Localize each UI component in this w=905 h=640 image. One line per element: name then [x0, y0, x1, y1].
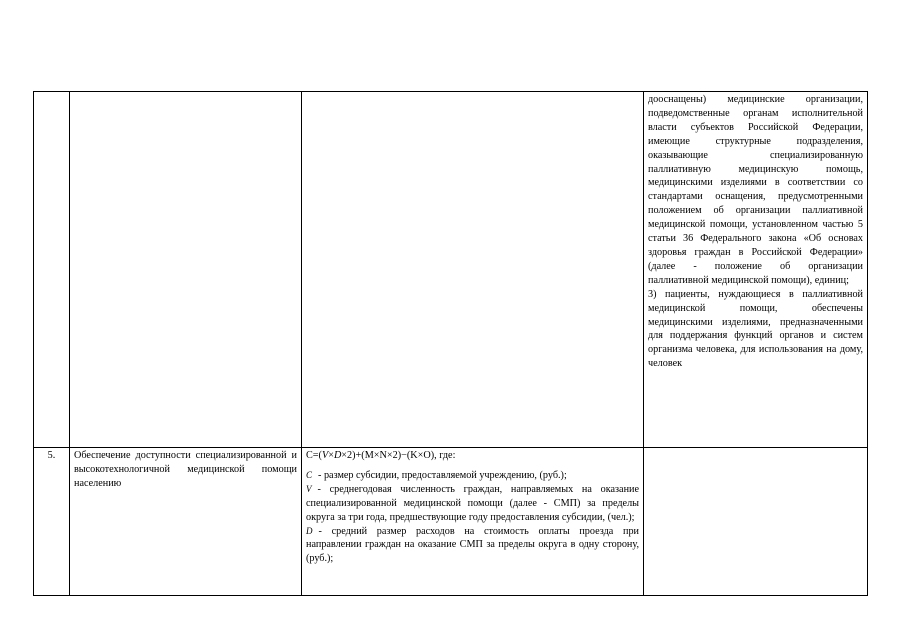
definition-symbol: C [306, 469, 313, 480]
table-row [34, 92, 868, 448]
definition-symbol: D [306, 525, 313, 536]
indicator-paragraph: дооснащены) медицинские организации, подведомственные органам исполнительной власти субъектов Российской Федерации, имеющие структурные подразделения, оказывающие специализированную паллиативную медицинскую помощь, медицинскими изделиями в соответствии со стандартами оснащения, предусмотренными положением об организации паллиативной медицинской помощи, установленном частью 5 статьи 36 Федерального закона «Об основах здоровья граждан в Российской Федерации» (далее - положение об организации паллиативной медицинской помощи), единиц; [648, 94, 863, 286]
row-indicator-cell [644, 92, 868, 448]
formula-paren: ) [352, 450, 356, 461]
formula-operator: × [341, 450, 348, 461]
row-method-cell [302, 448, 644, 596]
row-name-cell [70, 92, 302, 448]
formula-term: (M×N×2) [361, 450, 402, 461]
formula-symbol: D [333, 450, 342, 461]
definition-item [306, 469, 639, 483]
definition-item [306, 483, 639, 525]
formula-operator: − [401, 450, 407, 461]
formula-suffix: , где: [434, 450, 456, 461]
row-indicator-cell [644, 448, 868, 596]
document-table [33, 91, 868, 596]
row-name-cell: Обеспечение доступности специализированной и высокотехнологичной медицинской помощи населению [70, 448, 302, 596]
formula-number: 2 [347, 450, 353, 461]
formula-operator: × [328, 450, 334, 461]
subsidy-formula [306, 449, 639, 463]
formula-term: (K×O) [406, 450, 435, 461]
row-number-cell [34, 92, 70, 448]
definition-item [306, 525, 639, 567]
row-number-cell: 5. [34, 448, 70, 596]
formula-symbol: V [321, 450, 329, 461]
table-row [34, 448, 868, 596]
formula-paren: ( [318, 450, 322, 461]
definition-text: - размер субсидии, предоставляемой учреждению, (руб.); [318, 469, 567, 481]
indicator-paragraph: 3) пациенты, нуждающиеся в паллиативной медицинской помощи, обеспечены медицинскими изделиями, предназначенными для поддержания функций органов и систем организма человека, для использования на дому, человек [648, 288, 863, 370]
formula-operator: + [355, 450, 362, 461]
row-method-cell [302, 92, 644, 448]
definition-text: - средний размер расходов на стоимость оплаты проезда при направлении граждан на оказание СМП за пределы округа в одну сторону, (руб.); [306, 525, 639, 565]
definition-text: - среднегодовая численность граждан, направляемых на оказание специализированной медицинской помощи (далее - СМП) за пределы округа за три года, предшествующие году предоставления субсидии, (чел.); [306, 483, 639, 523]
formula-symbol: C [306, 450, 313, 461]
formula-operator: = [312, 450, 319, 461]
definition-symbol: V [306, 483, 312, 494]
